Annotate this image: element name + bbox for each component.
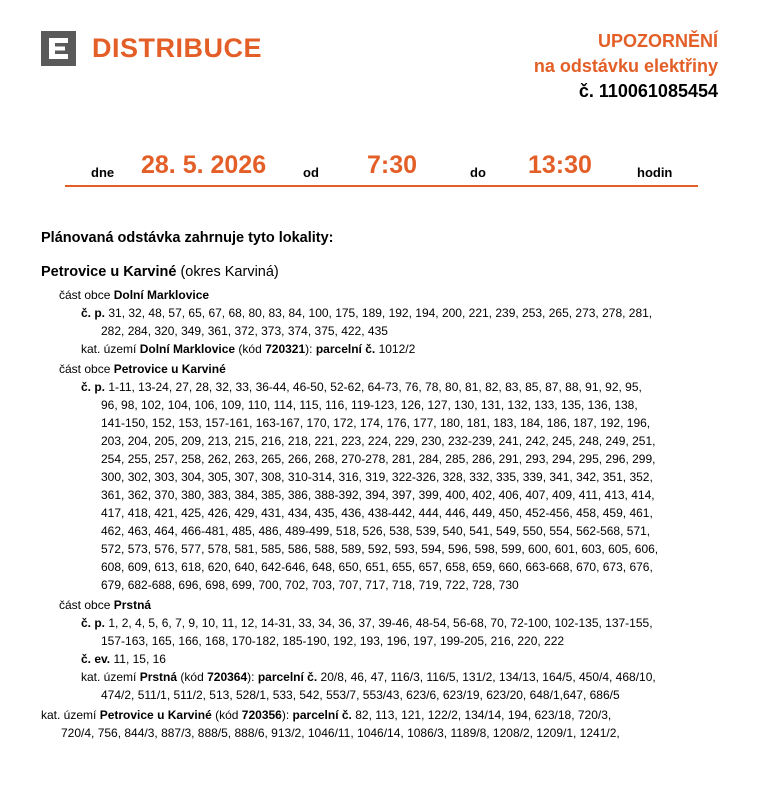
kod-suffix: ):: [305, 342, 313, 356]
kat-name: Prstná: [139, 670, 178, 684]
cp-values: 141-150, 152, 153, 157-161, 163-167, 170, 172, 174, 176, 177, 180, 181, 183, 184, 186, 187, 192, 196,: [101, 416, 651, 430]
from-time: 7:30: [367, 151, 418, 179]
cp-values: 282, 284, 320, 349, 361, 372, 373, 374, 375, 422, 435: [101, 324, 388, 338]
kat-prefix: kat. území: [81, 670, 137, 684]
locations-content: [41, 228, 741, 742]
city-heading: [41, 262, 741, 282]
do-label: do: [470, 165, 486, 180]
cp-values: 31, 32, 48, 57, 65, 67, 68, 80, 83, 84, 100, 175, 189, 192, 194, 200, 221, 239, 253, 265, 273, 278, 281,: [108, 306, 653, 320]
kod-prefix: (kód: [215, 708, 239, 722]
cp-values: 300, 302, 303, 304, 305, 307, 308, 310-314, 316, 319, 322-326, 328, 332, 335, 339, 341, 342, 351, 352,: [101, 470, 653, 484]
parcel-label: parcelní č.: [315, 342, 376, 356]
parcel-values: 82, 113, 121, 122/2, 134/14, 194, 623/18, 720/3,: [355, 708, 612, 722]
notice-header: [534, 29, 718, 104]
cp-values: 1-11, 13-24, 27, 28, 32, 33, 36-44, 46-50, 52-62, 64-73, 76, 78, 80, 81, 82, 83, 85, 87, 88, 91, 92, 95,: [108, 380, 642, 394]
notice-title: UPOZORNĚNÍ: [597, 31, 718, 51]
to-time: 13:30: [528, 151, 592, 179]
cp-list: [81, 614, 741, 650]
part-name: Prstná: [113, 598, 152, 612]
cp-values: 679, 682-688, 696, 698, 699, 700, 702, 703, 707, 717, 718, 719, 722, 728, 730: [101, 578, 519, 592]
ce-values: 11, 15, 16: [113, 652, 166, 666]
cadastral-line: [81, 668, 741, 704]
cp-values: 96, 98, 102, 104, 106, 109, 110, 114, 115, 116, 119-123, 126, 127, 130, 131, 132, 133, 135, 136, 138,: [101, 398, 638, 412]
cp-label: č. p.: [81, 306, 106, 320]
kod-prefix: (kód: [180, 670, 204, 684]
ce-list: [81, 650, 741, 668]
kod-value: 720356: [241, 708, 282, 722]
kod-suffix: ):: [247, 670, 255, 684]
parcel-label: parcelní č.: [257, 670, 318, 684]
notice-number: č. 110061085454: [578, 81, 718, 101]
ce-label: č. ev.: [81, 652, 111, 666]
parcel-values: 1012/2: [378, 342, 416, 356]
cp-values: 254, 255, 257, 258, 262, 263, 265, 266, 268, 270-278, 281, 284, 285, 286, 291, 293, 294, 295, 296, 299,: [101, 452, 656, 466]
notice-subtitle: na odstávku elektřiny: [533, 56, 718, 76]
cez-logo-icon: [41, 31, 76, 66]
cadastral-line: [41, 706, 741, 742]
kat-name: Dolní Marklovice: [139, 342, 236, 356]
parcel-label: parcelní č.: [292, 708, 352, 722]
city-name: Petrovice u Karviné: [41, 264, 177, 280]
kat-prefix: kat. území: [81, 342, 137, 356]
part-prefix: část obce: [59, 362, 111, 376]
parcel-values: 20/8, 46, 47, 116/3, 116/5, 131/2, 134/13, 164/5, 450/4, 468/10,: [320, 670, 656, 684]
cp-label: č. p.: [81, 380, 106, 394]
dne-label: dne: [91, 165, 115, 180]
part-heading: [59, 286, 741, 304]
cp-values: 462, 463, 464, 466-481, 485, 486, 489-499, 518, 526, 538, 539, 540, 541, 549, 550, 554, 562-568, 571,: [101, 524, 651, 538]
part-heading: [59, 596, 741, 614]
kod-suffix: ):: [281, 708, 290, 722]
part-prefix: část obce: [59, 288, 111, 302]
parcel-values: 720/4, 756, 844/3, 887/3, 888/5, 888/6, 913/2, 1046/11, 1046/14, 1086/3, 1189/8, 1208/2, 1209/1, 1241/2,: [61, 726, 620, 740]
kat-prefix: kat. území: [41, 708, 97, 722]
cp-values: 608, 609, 613, 618, 620, 640, 642-646, 648, 650, 651, 655, 657, 658, 659, 660, 663-668, 670, 673, 676,: [101, 560, 653, 574]
cp-values: 572, 573, 576, 577, 578, 581, 585, 586, 588, 589, 592, 593, 594, 596, 598, 599, 600, 601, 603, 605, 606,: [101, 542, 659, 556]
brand-name: DISTRIBUCE: [92, 33, 263, 63]
part-name: Dolní Marklovice: [113, 288, 210, 302]
cp-values: 417, 418, 421, 425, 426, 429, 431, 434, 435, 436, 438-442, 444, 446, 449, 450, 452-456, 458, 459, 461,: [101, 506, 653, 520]
outage-date: 28. 5. 2026: [141, 151, 267, 179]
intro-heading: Plánovaná odstávka zahrnuje tyto lokality:: [41, 230, 334, 246]
kod-value: 720364: [207, 670, 248, 684]
cp-list: [81, 304, 741, 340]
part-prefix: část obce: [59, 598, 111, 612]
kod-value: 720321: [265, 342, 306, 356]
cp-label: č. p.: [81, 616, 106, 630]
part-name: Petrovice u Karviné: [113, 362, 226, 376]
parcel-values: 474/2, 511/1, 511/2, 513, 528/1, 533, 542, 553/7, 553/43, 623/6, 623/19, 623/20, 648/1,647, 686/5: [101, 688, 620, 702]
brand-logo: [41, 31, 262, 66]
cp-values: 1, 2, 4, 5, 6, 7, 9, 10, 11, 12, 14-31, 33, 34, 36, 37, 39-46, 48-54, 56-68, 70, 72-100, 102-135, 137-155,: [108, 616, 653, 630]
cadastral-line: [81, 340, 741, 358]
cp-values: 361, 362, 370, 380, 383, 384, 385, 386, 388-392, 394, 397, 399, 400, 402, 406, 407, 409, 411, 413, 414,: [101, 488, 655, 502]
kod-prefix: (kód: [238, 342, 262, 356]
od-label: od: [303, 165, 319, 180]
cp-values: 203, 204, 205, 209, 213, 215, 216, 218, 221, 223, 224, 229, 230, 232-239, 241, 242, 245, 248, 249, 251,: [101, 434, 656, 448]
city-district: (okres Karviná): [180, 264, 279, 280]
outage-date-row: [65, 143, 698, 187]
part-heading: [59, 360, 741, 378]
cp-values: 157-163, 165, 166, 168, 170-182, 185-190, 192, 193, 196, 197, 199-205, 216, 220, 222: [101, 634, 565, 648]
cp-list: [81, 378, 741, 594]
kat-name: Petrovice u Karviné: [99, 708, 212, 722]
hodin-label: hodin: [637, 165, 673, 180]
